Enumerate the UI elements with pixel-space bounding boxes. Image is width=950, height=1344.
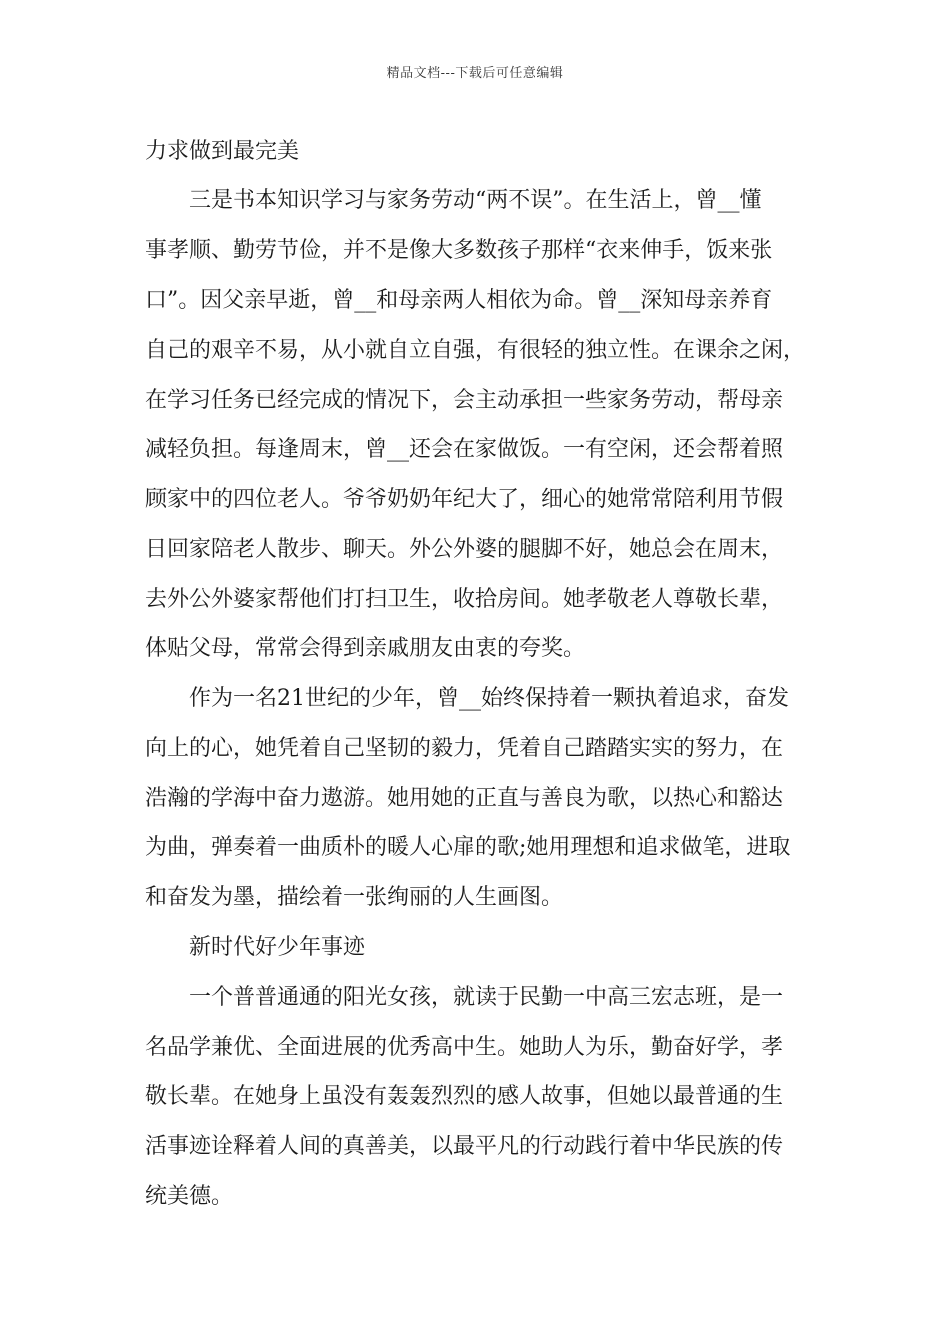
text-line: 去外公外婆家帮他们打扫卫生，收拾房间。她孝敬老人尊敬长辈， <box>145 587 784 612</box>
paragraph-first-line: 一个普普通通的阳光女孩，就读于民勤一中高三宏志班，是一 <box>189 985 784 1010</box>
text-line: 向上的心，她凭着自己坚韧的毅力，凭着自己踏踏实实的努力，在 <box>145 736 784 761</box>
paragraph-first-line: 三是书本知识学习与家务劳动“两不误”。在生活上，曾__懂 <box>189 188 762 213</box>
text-line: 自己的艰辛不易，从小就自立自强，有很轻的独立性。在课余之闲， <box>145 338 806 363</box>
text-line: 浩瀚的学海中奋力遨游。她用她的正直与善良为歌，以热心和豁达 <box>145 786 784 811</box>
text-line: 敬长辈。在她身上虽没有轰轰烈烈的感人故事，但她以最普通的生 <box>145 1084 784 1109</box>
text-line: 口”。因父亲早逝，曾__和母亲两人相依为命。曾__深知母亲养育 <box>145 288 773 313</box>
text-line: 统美德。 <box>145 1184 234 1209</box>
text-line: 名品学兼优、全面进展的优秀高中生。她助人为乐，勤奋好学，孝 <box>145 1035 784 1060</box>
text-line: 减轻负担。每逢周末，曾__还会在家做饭。一有空闲，还会帮着照 <box>145 437 784 462</box>
text-line: 日回家陪老人散步、聊天。外公外婆的腿脚不好，她总会在周末， <box>145 537 784 562</box>
paragraph-first-line: 作为一名21世纪的少年，曾__始终保持着一颗执着追求，奋发 <box>189 686 789 711</box>
text-line: 事孝顺、勤劳节俭，并不是像大多数孩子那样“衣来伸手，饭来张 <box>145 238 773 263</box>
text-line: 为曲，弹奏着一曲质朴的暖人心扉的歌;她用理想和追求做笔，进取 <box>145 835 791 860</box>
text-line: 顾家中的四位老人。爷爷奶奶年纪大了，细心的她常常陪利用节假 <box>145 487 784 512</box>
section-heading: 新时代好少年事迹 <box>189 935 366 960</box>
text-line: 体贴父母，常常会得到亲戚朋友由衷的夸奖。 <box>145 636 586 661</box>
text-line: 在学习任务已经完成的情况下，会主动承担一些家务劳动，帮母亲 <box>145 388 784 413</box>
page-header: 精品文档---下载后可任意编辑 <box>386 66 564 81</box>
text-line: 和奋发为墨，描绘着一张绚丽的人生画图。 <box>145 885 564 910</box>
text-line: 活事迹诠释着人间的真善美，以最平凡的行动践行着中华民族的传 <box>145 1134 784 1159</box>
text-line: 力求做到最完美 <box>145 139 300 164</box>
